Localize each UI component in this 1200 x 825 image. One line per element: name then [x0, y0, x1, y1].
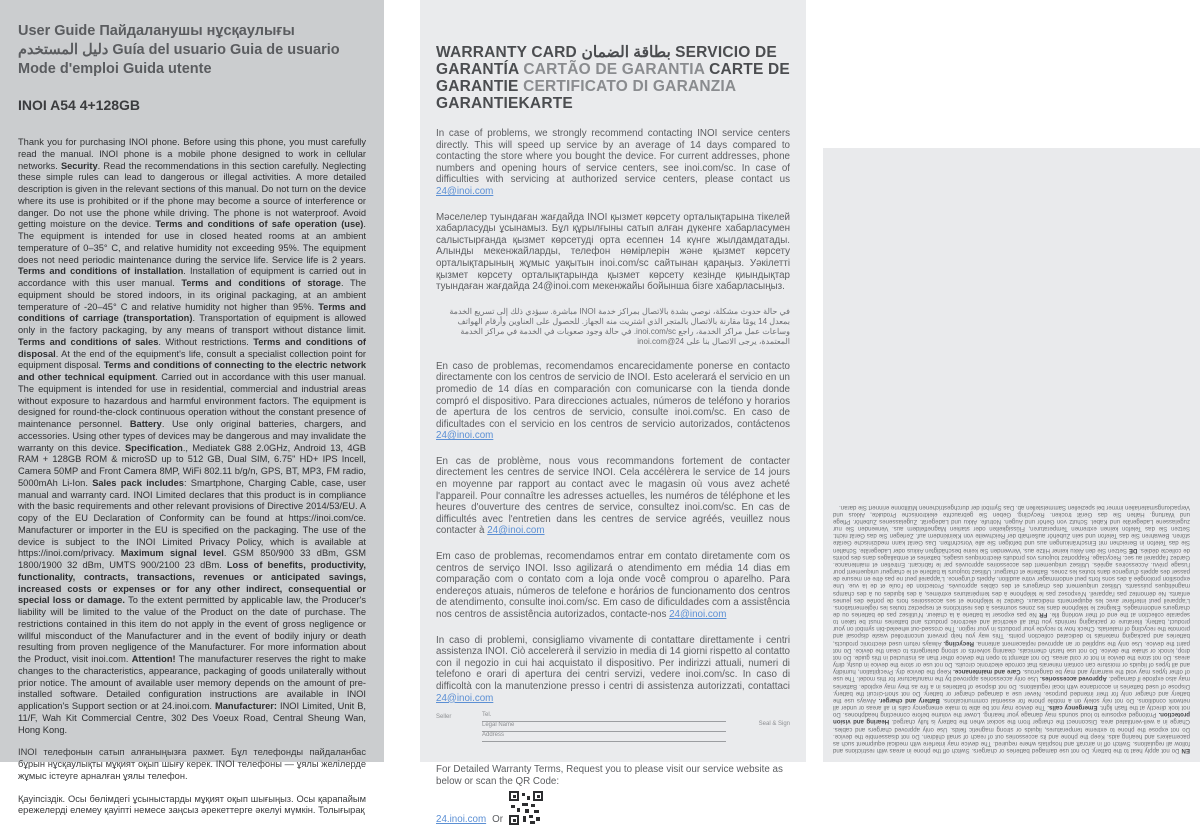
guide-body-kz-1: INOI телефонын сатып алғаныңызға рахмет. Бұл телефонды пайдаланбас бұрын нұсқаулықты мұқият оқып шығу керек. INOI телефоны — ұялы желілерде жұмыс істеуге арналған ұялы телефон. — [18, 747, 366, 781]
footer-or-text: Or — [492, 814, 503, 825]
guide-body-text: . The equipment should be stored indoors, in its original packaging, at an ambient temperature of -20–45° C and relative humidity not higher than 95%. — [18, 278, 366, 312]
warranty-email-link-pt[interactable]: 24@inoi.com — [669, 609, 727, 620]
safety-leaflet-rotated-text — [823, 148, 1200, 762]
warranty-footer-links — [436, 791, 790, 825]
guide-body-text: . Transportation of equipment is allowed only in the factory packaging, by any means of transport without distance limit. — [18, 313, 366, 335]
guide-body-kz-2: Қауіпсіздік. Осы бөлімдегі ұсыныстарды мұқият оқып шығыңыз. Осы қарапайым ережелерді елемеу қауіпті немесе заңсыз әрекеттерге әкелуі мүмкін. Толығырақ — [18, 793, 366, 816]
guide-body-text: INOI Limited, Unit B, 11/F, Wah Kit Commercial Centre, 302 Des Voeux Road, Central Sheung Wan, Hong Kong. — [18, 701, 366, 735]
seller-label: Seller — [436, 714, 452, 721]
warranty-email-link-fr[interactable]: 24@inoi.com — [487, 525, 545, 537]
seller-address-field[interactable]: Address — [482, 732, 726, 742]
guide-body-text: . Use only original batteries, chargers, and accessories. Using other types of devices may be dangerous and may invalidate the warranty on this device. — [18, 419, 366, 453]
warranty-para-es-text: En caso de problemas, recomendamos encarecidamente ponerse en contacto directamente con los centros de servicio de INOI. Esto acelerará el servicio en un promedio de 14 días en comparación con comunicarse con la tienda donde compró el dispositivo. Para direcciones actuales, números de teléfono y horarios de apertura de los centros de servicio, consulte inoi.com/sc. En caso de dificultades con el servicio en los centros de servicio autorizados, contáctenos — [436, 360, 790, 430]
safety-leaflet-page — [823, 148, 1200, 762]
seller-legal-name-field[interactable]: Legal Name — [482, 722, 726, 732]
seller-form — [436, 712, 790, 742]
guide-body-heading: Maximum signal level — [120, 548, 224, 559]
safety-leaflet-body — [833, 504, 1190, 754]
warranty-para-pt-text: Em caso de problemas, recomendamos entrar em contato diretamente com os centros de serviço INOI. Isso agilizará o atendimento em média 14 dias em comparação com o contato com a loja onde você comprou o aparelho. Para endereços atuais, números de telefone e horários de funcionamento dos centros de atendimento, consulte inoi.com/sc. Em caso de dificuldades com a assistência nos centros de assistência autorizados, contacte-nos — [436, 551, 790, 620]
guide-body-text: . At the end of the equipment's life, consult a specialist collection point for equipment disposal. — [18, 348, 366, 371]
guide-body-heading: Sales pack includes — [92, 477, 184, 488]
warranty-title — [436, 44, 790, 112]
leaflet-heading: Recycling. — [943, 639, 974, 647]
guide-body-heading: Terms and conditions of carriage (transportation) — [18, 301, 366, 324]
leaflet-heading: Care and maintenance. — [953, 668, 1021, 676]
warranty-title-it: CERTIFICATO DI GARANZIA — [523, 78, 736, 95]
guide-body-text: . GSM 850/900 33 dBm, GSM 1800/1900 32 dBm, UMTS 900/2100 23 dBm. — [18, 548, 366, 570]
guide-body-text: . The equipment is intended for use in closed heated rooms at an ambient temperature of 0–35° C, and relative humidity not exceeding 95%. The equipment does not need periodic maintenance during the service life. Service life is 2 years. — [18, 219, 366, 265]
warranty-para-es — [436, 361, 790, 442]
leaflet-heading: DE — [1128, 546, 1138, 554]
leaflet-heading: Hearing and vision protection. — [833, 711, 1190, 726]
warranty-para-ar: في حالة حدوث مشكلة، نوصي بشدة بالاتصال بمراكز خدمة INOI مباشرة. سيؤدي ذلك إلى تسريع الخدمة بمعدل 14 يومًا مقارنة بالاتصال بالمتجر الذي اشتريت منه الجهاز. للحصول على العناوين وأرقام الهواتف وساعات عمل مراكز الخدمة، راجع inoi.com/sc. في حالة وجود صعوبات في الخدمة في مراكز الخدمة المعتمدة، يرجى الاتصال بنا على 24@inoi.com — [449, 306, 790, 346]
qr-code-icon[interactable] — [509, 791, 543, 825]
warranty-email-link-en[interactable]: 24@inoi.com — [436, 185, 494, 197]
guide-body-en — [18, 137, 366, 736]
guide-body-text: The manufacturer reserves the right to make changes to the characteristics, appearance, packaging of goods unilaterally without prior notice. The amount of available user memory depends on the amount of pre-installed software. Detailed configuration instructions are available in INOI application's Support section or at 24.inoi.com. — [18, 654, 366, 711]
guide-body-text: To the extent permitted by applicable law, the Producer's liability will be limited to the value of the Product on the date of purchase. The restrictions contained in this item do not apply in the event of gross negligence or willful misconduct of the Manufacturer and in the event of bodily injury or death resulting from proven negligence of the Manufacturer. For more information about the Product, visit inoi.com. — [18, 595, 366, 664]
leaflet-heading: FR — [1039, 611, 1048, 619]
leaflet-text: Do not apply heat to the battery. Do not use damaged batteries or chargers. Switch off the phone in areas with restrictions and follow all regulations. Switch off in aircraft and hospitals where required. The device may interfere with medical equipment such as pacemakers and hearing aids. Keep the phone and its accessories out of reach of small children. Do not disassemble the device. Do not expose the phone to extreme temperatures, liquids or strong magnetic fields. Use only approved chargers and cables. Charge in a well-ventilated area. Disconnect the charger from the socket when the battery is fully charged. — [833, 718, 1190, 754]
leaflet-heading: Approved accessories. — [1040, 675, 1107, 683]
guide-body-heading: Loss of benefits, productivity, functionality, contracts, transactions, revenues or anticipated savings, increased costs or expenses or for any other indirect, consequential or special loss or damage. — [18, 560, 366, 606]
leaflet-text: Always return used electronic products, batteries and packaging materials to dedicated collection points. This way you help prevent uncontrolled waste disposal and promote the recycling of materials. Check how to recycle your products in your region. The crossed-out wheeled-bin symbol on your product, battery, literature or packaging reminds you that all electrical and electronic products and batteries must be taken to separate collection at the end of their working life. — [833, 611, 1190, 647]
guide-body-heading: Terms and conditions of connecting to the electric network and other technical equipment — [18, 360, 366, 382]
warranty-card-page — [420, 0, 806, 825]
warranty-para-en — [436, 128, 790, 198]
guide-title-line-1: User Guide Пайдаланушы нұсқаулығы — [18, 23, 295, 39]
warranty-para-it — [436, 635, 790, 705]
warranty-para-pt — [436, 551, 790, 621]
leaflet-text: Setzen Sie den Akku keiner Hitze aus. Verwenden Sie keine beschädigten Akkus oder Ladegeräte. Schalten Sie das Telefon in Bereichen mit Einschränkungen aus und befolgen Sie alle Vorschriften. Das Gerät kann medizinische Geräte stören. Bewahren Sie das Telefon und sein Zubehör außerhalb der Reichweite von Kleinkindern auf. Zerlegen Sie das Gerät nicht. Setzen Sie das Telefon keinen extremen Temperaturen, Flüssigkeiten oder starken Magnetfeldern aus. Verwenden Sie nur zugelassene Ladegeräte und Kabel. Schutz von Gehör und Augen. Notrufe. Akku und Ladegerät. Zugelassenes Zubehör. Pflege und Wartung. Halten Sie das Gerät trocken. Recycling. Geben Sie gebrauchte elektronische Produkte, Akkus und Verpackungsmaterialien immer bei speziellen Sammelstellen ab. Das Symbol der durchgestrichenen Mülltonne erinnert Sie daran. — [833, 503, 1190, 554]
model-name: INOI A54 4+128GB — [18, 97, 141, 113]
warranty-para-en-text: In case of problems, we strongly recommend contacting INOI service centers directly. This will speed up service by an average of 14 days compared to contacting the store where you bought the device. For current addresses, phone numbers and opening hours of service centers, see inoi.com/sc. In case of difficulties with servicing at authorized service centers, please contact us — [436, 128, 790, 186]
leaflet-text: Keep the device dry. Precipitation, humidity and all types of liquids or moisture can contain minerals that corrode electronic circuits. Do not use or store the device in dusty, dirty areas. Do not store the device in hot or cold areas. Do not attempt to open the device other than as instructed in this guide. Do not drop, knock or shake the device. Do not use harsh chemicals, cleaning solvents or strong detergents to clean the device. Do not paint the device. Use only the supplied or an approved replacement antenna. — [833, 639, 1190, 676]
warranty-title-de: GARANTIEKARTE — [436, 95, 573, 112]
guide-title-line-3: Mode d'emploi Guida utente — [18, 61, 212, 77]
guide-body-heading: Terms and conditions of safe operation (use) — [155, 219, 364, 230]
guide-body-text: Thank you for purchasing INOI phone. Before using this phone, you must carefully read the manual. INOI phone is a mobile phone designed to work in cellular networks. — [18, 137, 366, 171]
leaflet-text: The device may not be able to make emergency calls in all areas or under all network conditions. Do not rely solely on a mobile phone for essential communications. — [833, 696, 1190, 712]
seller-form-rows — [482, 712, 734, 742]
warranty-title-pt: CARTÃO DE GARANTIA — [523, 61, 710, 78]
guide-body-heading: Attention! — [131, 654, 176, 664]
leaflet-text: Always use the battery and charger only for their intended purpose. Never use a damaged charger or battery. Do not short-circuit the battery. Dispose of used batteries in accordance with local regulations. Do not dispose of batteries in a fire as they may explode. Batteries may also explode if damaged. — [833, 675, 1190, 704]
warranty-para-kz: Мәселелер туындаған жағдайда INOI қызмет көрсету орталықтарына тікелей хабарласуды ұсынамыз. Бұл құрылғыны сатып алған дүкенге хабарласумен салыстырғанда қызмет көрсетуді орта есеппен 14 күнге жылдамдатады. Алынды мекенжайларды, телефон нөмірлерін және қызмет көрсету орталықтарының жұмыс уақытын inoi.com/sc сайтынан қараңыз. Уәкілетті қызмет көрсету орталықтарында қызмет көрсету кезінде қиындықтар туындаған жағдайда 24@inoi.com мекенжайы бойынша бізге хабарласыңыз. — [436, 211, 790, 293]
guide-body-text: . Installation of equipment is carried out in accordance with this user manual. — [18, 266, 367, 288]
guide-body-text: ., Mediatek G88 2.0GHz, Android 13, 4GB RAM + 128GB ROM & microSD up to 512 GB, Dual SIM, 6.75" HD+ IPS Incell, Camera 50MP and Front Camera 8MP, WiFi 802.11 b/g/n, GPS, BT, MP3, FM radio, 5000mAh Li-Ion. — [18, 442, 366, 488]
leaflet-text: Prolonged exposure to loud sounds may damage your hearing. Lower the volume before connecting headphones. Do not look directly at the flash light. — [833, 704, 1190, 719]
warranty-email-link-es[interactable]: 24@inoi.com — [436, 430, 494, 442]
guide-body-text: . Without restrictions. — [158, 336, 254, 347]
warranty-title-es: SERVICIO DE GARANTÍA — [436, 44, 777, 78]
guide-body-heading: Battery — [129, 419, 162, 429]
leaflet-heading: EN — [1181, 747, 1190, 754]
guide-body-text: . Read the recommendations in this section carefully. Neglecting these simple rules can lead to dangerous or illegal activities. A more detailed description is given in the relevant sections of this manual. Do not turn on the device where its use is prohibited or if the phone may become a source of interference or danger. Do not use the phone while driving. The phone is not waterproof. Avoid getting moisture on the device. — [18, 160, 367, 230]
warranty-title-ar: بطاقة الضمان — [581, 44, 671, 61]
guide-body-heading: Terms and conditions of installation — [18, 266, 184, 277]
guide-title-line-2: دليل المستخدم Guía del usuario Guia de usuario — [18, 42, 340, 58]
guide-body-heading: Terms and conditions of disposal — [18, 336, 366, 359]
leaflet-heading: Battery and charger. — [878, 696, 940, 704]
guide-body-heading: Manufacturer: — [215, 701, 278, 711]
warranty-para-it-text: In caso di problemi, consigliamo vivamente di contattare direttamente i centri assistenza INOI. Ciò accelererà il servizio in media di 14 giorni rispetto al contatto con il negozio in cui hai acquistato il dispositivo. Per indirizzi attuali, numeri di telefono e orari di apertura dei centri servizi, vedere inoi.com/sc. In caso di difficoltà con la manutenzione presso i centri di assistenza autorizzati, contattaci — [436, 634, 790, 692]
seller-tel-field[interactable]: Tel. — [482, 712, 726, 722]
guide-body-text: . Carried out in accordance with this user manual. The equipment is intended for use in residential, commercial and industrial areas without exposure to hazardous and harmful environment factors. The equipment is designed for round-the-clock continuous operation without the constant presence of maintenance personnel. — [18, 372, 366, 429]
warranty-title-fr: CARTE DE GARANTIE — [436, 61, 790, 95]
warranty-title-en: WARRANTY CARD — [436, 44, 582, 61]
guide-body-heading: Terms and conditions of sales — [18, 336, 159, 347]
user-guide-page — [0, 0, 384, 816]
leaflet-text: Use only accessories approved by the manufacturer for this model. The use of other types may void the warranty and may be dangerous. — [833, 668, 1190, 683]
service-website-link[interactable]: 24.inoi.com — [436, 814, 487, 825]
warranty-email-link-it[interactable]: 24@inoi.com — [436, 692, 494, 704]
leaflet-text: Ne pas exposer la batterie à la chaleur. N'utilisez pas de batteries ou de chargeurs endommagés. Éteignez le téléphone dans les zones soumises à des restrictions et respectez toutes les réglementations. L'appareil peut interférer avec les équipements médicaux. Gardez le téléphone et ses accessoires hors de portée des jeunes enfants. Ne démontez pas l'appareil. N'exposez pas le téléphone à des températures extrêmes, à des liquides ou à des champs magnétiques puissants. Utilisez uniquement des chargeurs et des câbles approuvés. Protection de l'ouïe et de la vue. Une exposition prolongée à des sons forts peut endommager votre audition. Appels d'urgence. L'appareil peut ne pas être en mesure de passer des appels d'urgence dans toutes les zones. Batterie et chargeur. Utilisez toujours la batterie et le chargeur uniquement pour l'usage prévu. Accessoires agréés. Utilisez uniquement des accessoires approuvés par le fabricant. Entretien et maintenance. Gardez l'appareil au sec. Recyclage. Rapportez toujours vos produits électroniques usagés, batteries et emballages dans des points de collecte dédiés. — [832, 546, 1190, 619]
guide-body-heading: Terms and conditions of storage — [181, 278, 341, 288]
warranty-para-fr — [436, 456, 790, 537]
guide-body-text: : Smartphone, Charging Cable, case, user manual and warranty card. INOI Limited declares that this product is in compliance with the basic requirements and other relevant provisions of Directive 2014/53/EU. A copy of the EU Declaration of Conformity can be found at https://inoi.com/ce. Manufacturer or importer in the EU is specified on the packaging. The use of the device is subject to the INOI Limited Privacy Policy, which is available at https://inoi.com/privacy. — [18, 477, 367, 559]
seal-sign-label: Seal & Sign — [758, 721, 790, 728]
leaflet-heading: Emergency calls. — [1047, 704, 1098, 712]
warranty-footer-text: For Detailed Warranty Terms, Request you to please visit our service website as below or scan the QR Code: — [436, 764, 783, 787]
guide-body-heading: Specification — [124, 442, 183, 453]
warranty-para-fr-text: En cas de problème, nous vous recommandons fortement de contacter directement les centres de service INOI. Cela accélèrera le service de 14 jours en moyenne par rapport au contact avec le magasin où vous avez acheté l'appareil. Pour connaître les adresses actuelles, les numéros de téléphone et les heures d'ouverture des centres de service, consultez inoi.com/sc. En cas de difficultés avec l'entretien dans les centres de service agréés, veuillez nous contacter à — [436, 455, 790, 537]
guide-body-heading: Security — [60, 160, 98, 171]
